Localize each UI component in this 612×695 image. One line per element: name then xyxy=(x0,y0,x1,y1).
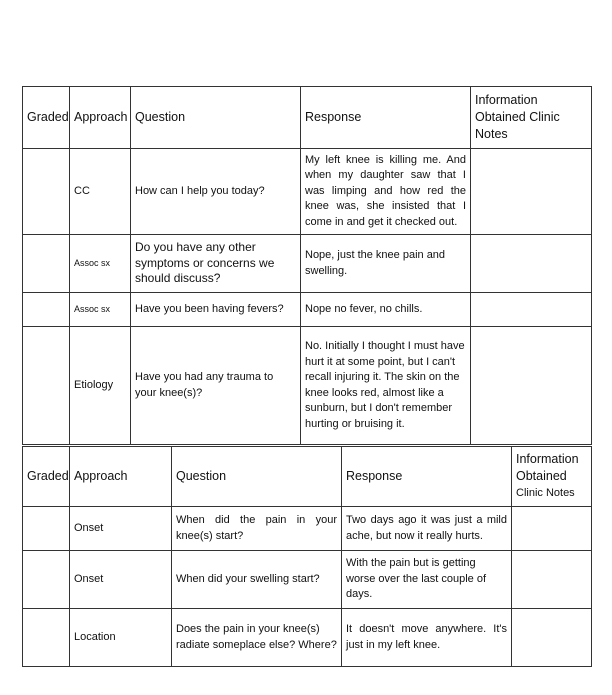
header-information-line2: Clinic Notes xyxy=(516,487,575,499)
response-cell: With the pain but is getting worse over the last couple of days. xyxy=(342,551,512,609)
table-row xyxy=(23,293,592,327)
response-cell: Nope, just the knee pain and swelling. xyxy=(301,235,471,293)
response-cell: Nope no fever, no chills. xyxy=(301,293,471,327)
question-cell: When did your swelling start? xyxy=(172,551,342,609)
question-cell: Do you have any other symptoms or concerns we should discuss? xyxy=(131,235,301,293)
approach-cell: Assoc sx xyxy=(70,293,131,327)
header-graded: Graded xyxy=(23,87,70,149)
table-row xyxy=(23,327,592,445)
notes-cell[interactable] xyxy=(471,327,592,445)
response-cell: My left knee is killing me. And when my daughter saw that I was limping and how red the knee was, she insisted that I come in and get it checked out. xyxy=(301,149,471,235)
approach-cell: Assoc sx xyxy=(70,235,131,293)
graded-cell[interactable] xyxy=(23,507,70,551)
question-cell: When did the pain in your knee(s) start? xyxy=(172,507,342,551)
table-row xyxy=(23,551,592,609)
graded-cell[interactable] xyxy=(23,149,70,235)
table-header-row xyxy=(23,447,592,507)
header-information-line1: Information Obtained xyxy=(516,452,579,483)
header-information: Information Obtained Clinic Notes xyxy=(471,87,592,149)
table-row xyxy=(23,235,592,293)
header-approach: Approach xyxy=(70,447,172,507)
header-response: Response xyxy=(301,87,471,149)
question-cell: Does the pain in your knee(s) radiate someplace else? Where? xyxy=(172,609,342,667)
history-table-1 xyxy=(22,86,592,445)
approach-cell: CC xyxy=(70,149,131,235)
header-graded: Graded xyxy=(23,447,70,507)
approach-cell: Onset xyxy=(70,551,172,609)
header-information xyxy=(512,447,592,507)
graded-cell[interactable] xyxy=(23,551,70,609)
graded-cell[interactable] xyxy=(23,327,70,445)
notes-cell[interactable] xyxy=(471,235,592,293)
notes-cell[interactable] xyxy=(471,149,592,235)
approach-cell: Etiology xyxy=(70,327,131,445)
table-row xyxy=(23,609,592,667)
header-approach: Approach xyxy=(70,87,131,149)
table-row xyxy=(23,149,592,235)
approach-cell: Onset xyxy=(70,507,172,551)
notes-cell[interactable] xyxy=(471,293,592,327)
notes-cell[interactable] xyxy=(512,551,592,609)
history-table-2 xyxy=(22,446,592,667)
table-row xyxy=(23,507,592,551)
graded-cell[interactable] xyxy=(23,293,70,327)
graded-cell[interactable] xyxy=(23,235,70,293)
header-response: Response xyxy=(342,447,512,507)
graded-cell[interactable] xyxy=(23,609,70,667)
approach-cell: Location xyxy=(70,609,172,667)
table-header-row xyxy=(23,87,592,149)
header-question: Question xyxy=(172,447,342,507)
header-question: Question xyxy=(131,87,301,149)
question-cell: Have you had any trauma to your knee(s)? xyxy=(131,327,301,445)
response-cell: No. Initially I thought I must have hurt it at some point, but I can't recall injuring it. The skin on the knee looks red, almost like a sunburn, but I don't remember hurting or bruising it. xyxy=(301,327,471,445)
notes-cell[interactable] xyxy=(512,609,592,667)
question-cell: How can I help you today? xyxy=(131,149,301,235)
notes-cell[interactable] xyxy=(512,507,592,551)
response-cell: It doesn't move anywhere. It's just in my left knee. xyxy=(342,609,512,667)
question-cell: Have you been having fevers? xyxy=(131,293,301,327)
response-cell: Two days ago it was just a mild ache, but now it really hurts. xyxy=(342,507,512,551)
